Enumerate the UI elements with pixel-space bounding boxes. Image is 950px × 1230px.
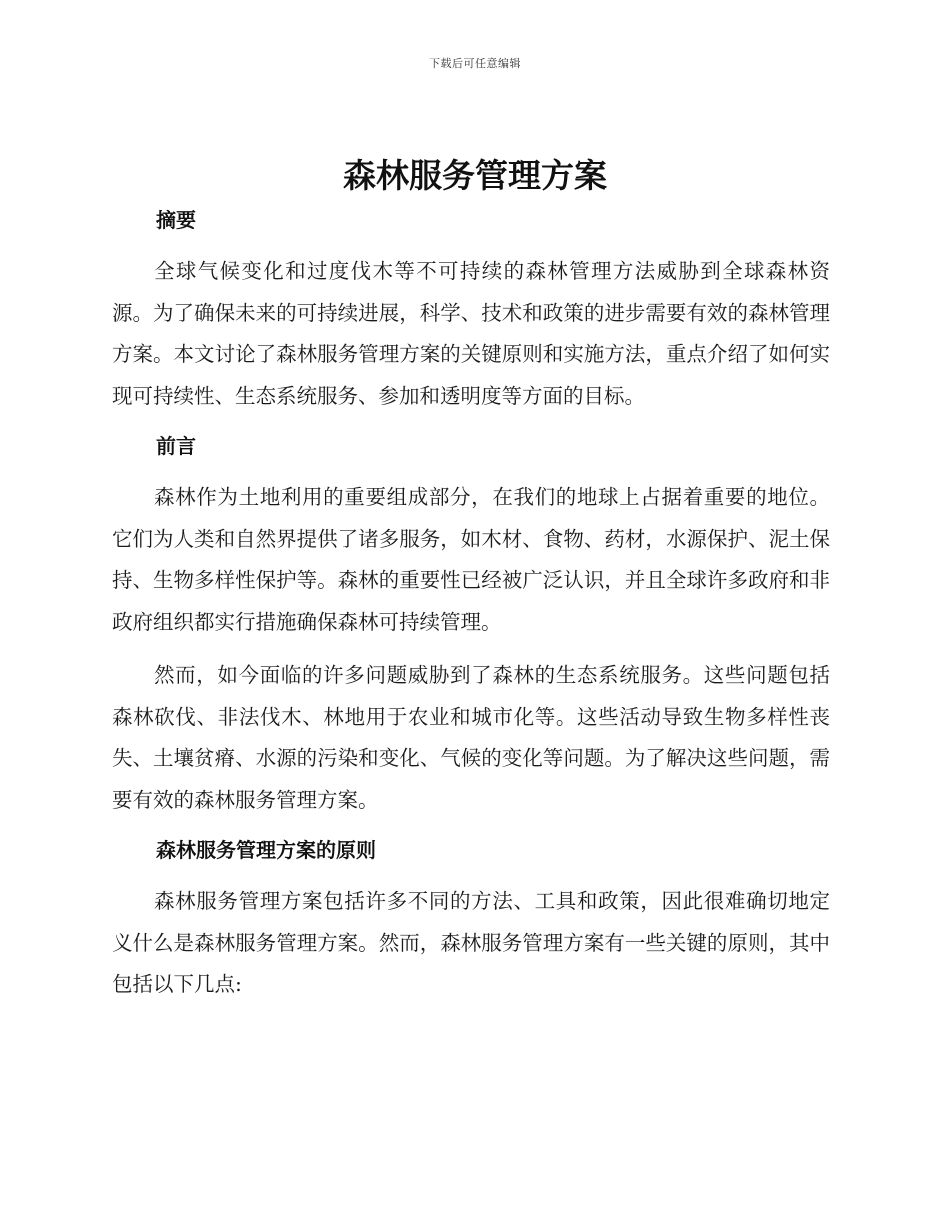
section-heading: 森林服务管理方案的原则 [156,838,376,862]
section-principles [112,833,830,1006]
paragraph: 森林作为土地利用的重要组成部分，在我们的地球上占据着重要的地位。它们为人类和自然界提供了诸多服务，如木材、食物、药材，水源保护、泥土保持、生物多样性保护等。森林的重要性已经被广泛认识，并且全球许多政府和非政府组织都实行措施确保森林可持续管理。 [112,485,830,634]
paragraph: 全球气候变化和过度伐木等不可持续的森林管理方法威胁到全球森林资源。为了确保未来的可持续进展，科学、技术和政策的进步需要有效的森林管理方案。本文讨论了森林服务管理方案的关键原则和实施方法，重点介绍了如何实现可持续性、生态系统服务、参加和透明度等方面的目标。 [112,259,830,408]
section-abstract [112,203,830,417]
document-body [112,203,830,1018]
section-heading: 摘要 [156,208,196,232]
paragraph: 然而，如今面临的许多问题威胁到了森林的生态系统服务。这些问题包括森林砍伐、非法伐木、林地用于农业和城市化等。这些活动导致生物多样性丧失、土壤贫瘠、水源的污染和变化、气候的变化等问题。为了解决这些问题，需要有效的森林服务管理方案。 [112,663,830,812]
header-note: 下载后可任意编辑 [429,57,521,70]
section-preface [112,429,830,821]
paragraph: 森林服务管理方案包括许多不同的方法、工具和政策，因此很难确切地定义什么是森林服务管理方案。然而，森林服务管理方案有一些关键的原则，其中包括以下几点: [112,889,830,996]
document-title: 森林服务管理方案 [343,156,607,195]
section-heading: 前言 [156,434,196,458]
